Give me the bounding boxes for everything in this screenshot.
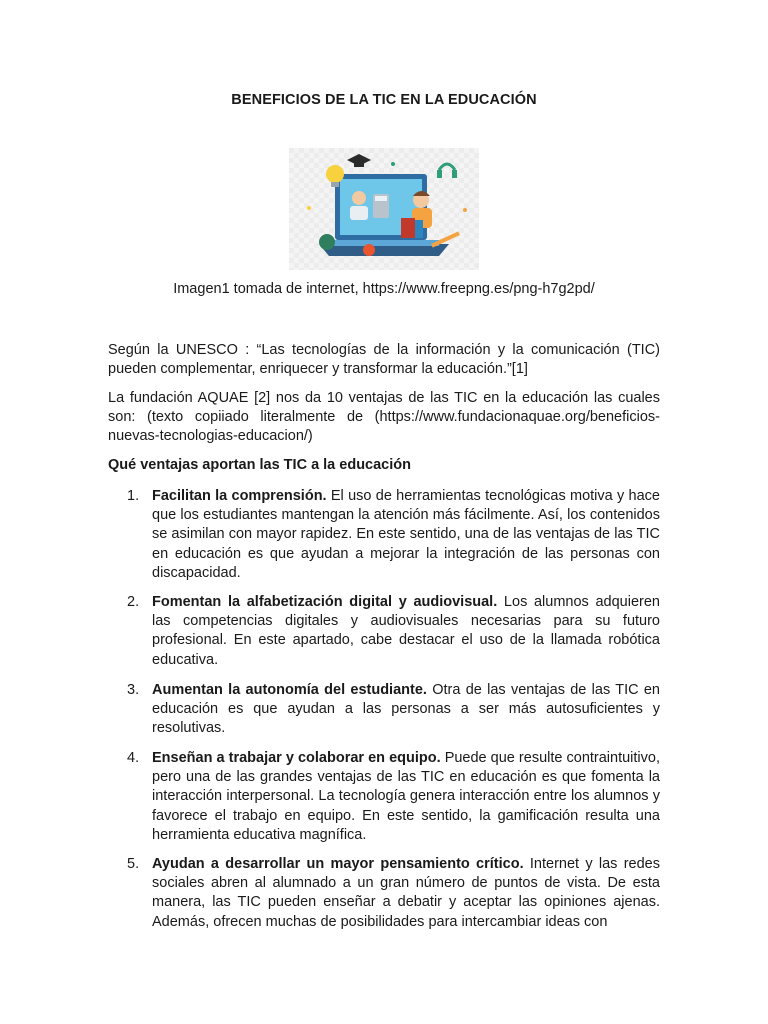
list-item [127, 749, 660, 845]
list-item-title: Fomentan la alfabetización digital y audiovisual. [152, 594, 498, 610]
list-number: 4. [127, 750, 140, 766]
list-number: 5. [127, 856, 140, 872]
paragraph-aquae: La fundación AQUAE [2] nos da 10 ventajas de las TIC en la educación las cuales son: (texto copiiado literalmente de (https://www.fundacionaquae.org/beneficios-nuevas-tecnologias-educacion/) [108, 390, 660, 445]
paragraph-unesco: Según la UNESCO : “Las tecnologías de la información y la comunicación (TIC) pueden complementar, enriquecer y transformar la educación.”[1] [108, 342, 660, 378]
education-technology-illustration [289, 148, 479, 270]
list-item-text: Internet y las redes sociales abren al alumnado a un gran número de puntos de vista. De esta manera, las TIC pueden enseñar a debatir y aceptar las opiniones ajenas. Además, ofrecen muchas de posibilidades para intercambiar ideas con [152, 856, 660, 930]
section-heading: Qué ventajas aportan las TIC a la educación [108, 457, 411, 473]
list-number: 1. [127, 488, 140, 504]
list-item-text: Puede que resulte contraintuitivo, pero una de las grandes ventajas de las TIC en educación es que fomenta la interacción interpersonal. La tecnología genera interacción entre los alumnos y favorece el trabajo en equipo. En este sentido, la gamificación resulta una herramienta educativa magnífica. [152, 750, 660, 843]
image-caption: Imagen1 tomada de internet, https://www.freepng.es/png-h7g2pd/ [173, 281, 595, 297]
list-item-title: Facilitan la comprensión. [152, 488, 327, 504]
list-item [127, 593, 660, 670]
list-number: 2. [127, 594, 140, 610]
document-title: BENEFICIOS DE LA TIC EN LA EDUCACIÓN [231, 92, 537, 108]
list-item-title: Enseñan a trabajar y colaborar en equipo. [152, 750, 441, 766]
list-item [127, 855, 660, 932]
list-item [127, 681, 660, 739]
list-item-title: Ayudan a desarrollar un mayor pensamiento crítico. [152, 856, 524, 872]
list-item-title: Aumentan la autonomía del estudiante. [152, 682, 427, 698]
list-item-text: Otra de las ventajas de las TIC en educación es que ayudan a las personas a ser más autosuficientes y resolutivas. [152, 682, 660, 737]
list-item-text: El uso de herramientas tecnológicas motiva y hace que los estudiantes mantengan la atención más fácilmente. Así, los contenidos se asimilan con mayor rapidez. En este sentido, una de las ventajas de las TIC en educación es que ayudan a mejorar la integración de las personas con discapacidad. [152, 488, 660, 581]
list-item [127, 487, 660, 583]
list-number: 3. [127, 682, 140, 698]
list-item-text: Los alumnos adquieren las competencias digitales y audiovisuales necesarias para su futuro profesional. En este apartado, cabe destacar el uso de la llamada robótica educativa. [152, 594, 660, 668]
